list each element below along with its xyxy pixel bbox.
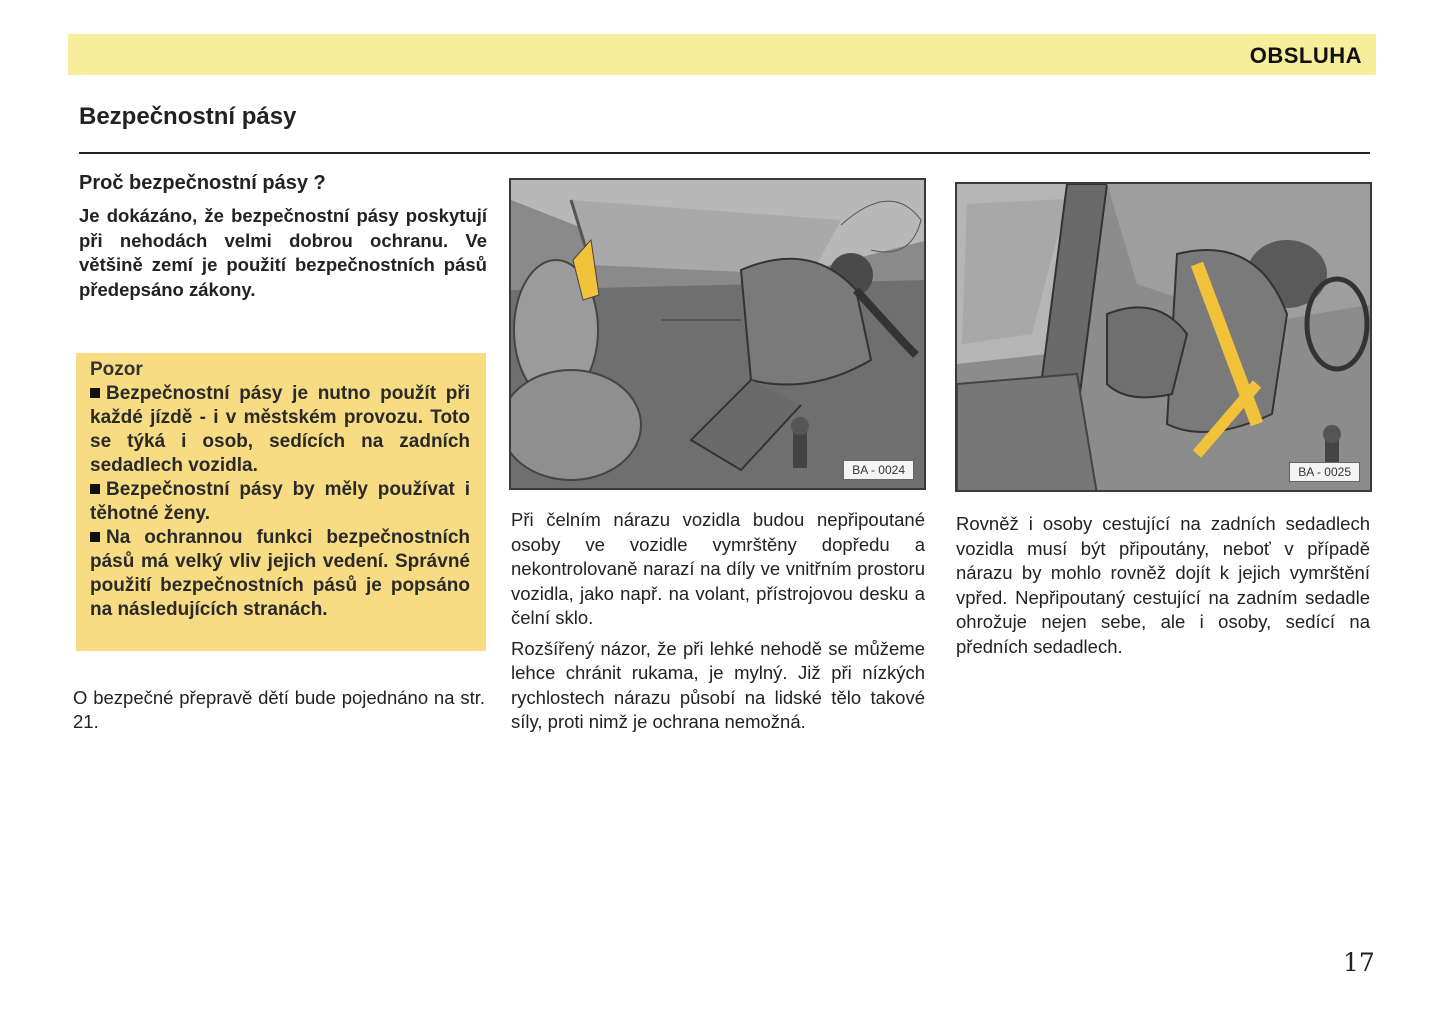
warning-item: [90, 478, 470, 526]
warning-item-text: Bezpečnostní pásy by měly používat i těhotné ženy.: [90, 479, 470, 524]
warning-title: Pozor: [90, 359, 143, 380]
intro-paragraph: Je dokázáno, že bezpečnostní pásy poskytují při nehodách velmi dobrou ochranu. Ve většině zemí je použití bezpečnostních pásů předepsáno zákony.: [79, 205, 487, 300]
bullet-icon: [90, 532, 100, 542]
warning-item: [90, 382, 470, 478]
paragraph: Rovněž i osoby cestující na zadních sedadlech vozidla musí být připoutány, neboť v případě nárazu by mohlo rovněž dojít k jejich vymrštění vpřed. Nepřipoutaný cestující na zadním sedadle ohrožuje nejen sebe, ale i osoby, sedící na předních sedadlech.: [956, 513, 1370, 657]
page-number: 17: [1343, 948, 1375, 977]
bullet-icon: [90, 388, 100, 398]
warning-box: [76, 353, 486, 651]
crash-illustration-rear: [957, 184, 1372, 492]
warning-item: [90, 526, 470, 622]
paragraph: Při čelním nárazu vozidla budou nepřipoutané osoby ve vozidle vymrštěny dopředu a nekontrolovaně narazí na díly ve vnitřním prostoru vozidla, jako např. na volant, přístrojovou desku a čelní sklo.: [511, 509, 925, 628]
bullet-icon: [90, 484, 100, 494]
child-transport-note: O bezpečné přepravě dětí bude pojednáno na str. 21.: [73, 687, 485, 732]
page-title: Bezpečnostní pásy: [79, 103, 297, 130]
header-bar: [68, 34, 1376, 75]
rear-passenger-text: [956, 512, 1370, 665]
crash-illustration-front: [511, 180, 926, 490]
divider: [79, 152, 1370, 154]
figure-code: BA - 0025: [1289, 462, 1360, 482]
figure-unbelted-driver: [509, 178, 926, 490]
paragraph: Rozšířený názor, že při lehké nehodě se můžeme lehce chránit rukama, je mylný. Již při nízkých rychlostech nárazu působí na lidské tělo takové síly, proti nimž je ochrana nemožná.: [511, 637, 925, 732]
section-title: OBSLUHA: [1249, 43, 1362, 68]
front-impact-text: [511, 508, 925, 741]
figure-rear-passenger: [955, 182, 1372, 492]
figure-code: BA - 0024: [843, 460, 914, 480]
section-heading: Proč bezpečnostní pásy ?: [79, 172, 326, 194]
warning-item-text: Bezpečnostní pásy je nutno použít při každé jízdě - i v městském provozu. Toto se týká i osob, sedících na zadních sedadlech vozidla.: [90, 383, 470, 476]
warning-item-text: Na ochrannou funkci bezpečnostních pásů má velký vliv jejich vedení. Správné použití bezpečnostních pásů je popsáno na následujících stranách.: [90, 527, 470, 620]
